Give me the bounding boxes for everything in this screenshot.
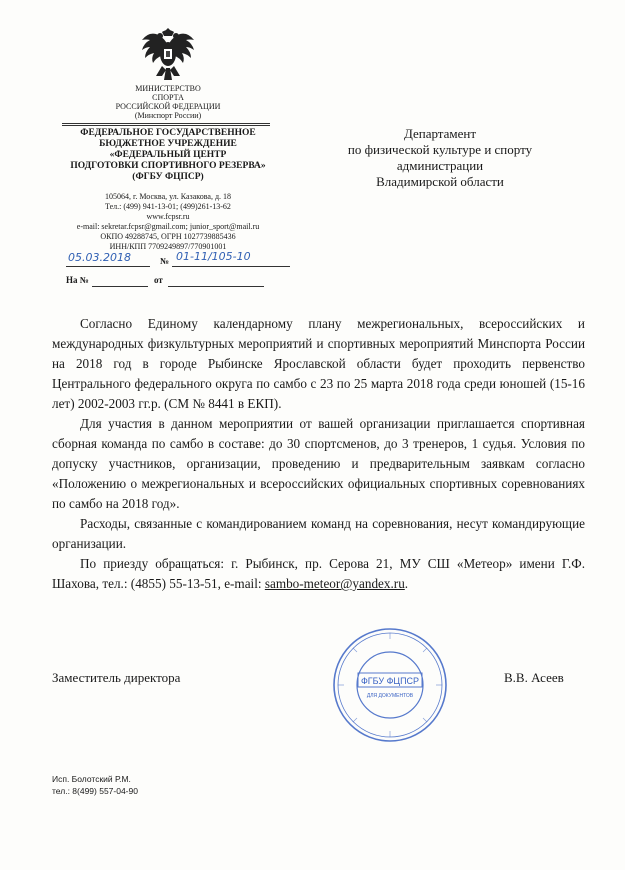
reg-number: 01-11/105-10	[176, 250, 251, 263]
org-line: ФЕДЕРАЛЬНОЕ ГОСУДАРСТВЕННОЕ	[80, 128, 256, 138]
body-paragraph: Для участия в данном мероприятии от вашей организации приглашается спортивная сборная команда по самбо в составе: до 30 спортсменов, до 3 тренеров, 1 судья. Условия по допуску участников, организации, проведению и предварительным заявкам согласно «Положению о межрегиональных и всероссийских официальных спортивных соревнованиях по самбо на 2018 год».	[52, 416, 585, 511]
email-link[interactable]: sambo-meteor@yandex.ru	[264, 576, 405, 591]
reg-date-underline	[66, 266, 150, 267]
in-reply-underline	[92, 286, 148, 287]
in-reply-label: На №	[66, 275, 89, 285]
executor-phone: тел.: 8(499) 557-04-90	[52, 786, 138, 796]
contact-line: Тел.: (499) 941-13-01; (499)261-13-62	[105, 202, 231, 211]
reg-date: 05.03.2018	[68, 251, 131, 264]
ministry-line: МИНИСТЕРСТВО	[135, 84, 201, 93]
body-paragraph	[52, 554, 585, 594]
from-underline	[168, 286, 264, 287]
stamp-center-text: ФГБУ ФЦПСР	[360, 676, 420, 686]
contact-text-end: .	[404, 576, 409, 591]
body-paragraph: Расходы, связанные с командированием команд на соревнования, несут командирующие организации.	[52, 516, 585, 551]
contact-line: www.fcpsr.ru	[146, 212, 190, 221]
reg-no-label: №	[160, 256, 170, 266]
org-line: «ФЕДЕРАЛЬНЫЙ ЦЕНТР	[109, 150, 227, 160]
ministry-block	[60, 84, 276, 120]
contacts-block	[60, 192, 276, 252]
executor-name: Исп. Болотский Р.М.	[52, 774, 131, 784]
contact-line: 105064, г. Москва, ул. Казакова, д. 18	[104, 192, 232, 201]
recipient-line: администрации	[396, 158, 484, 173]
contact-line: ИНН/КПП 7709249897/770901001	[109, 242, 227, 251]
official-stamp	[330, 625, 450, 745]
contact-line: e-mail: sekretar.fcpsr@gmail.com; junior_sport@mail.ru	[76, 222, 260, 231]
body-paragraph: Согласно Единому календарному плану межрегиональных, всероссийских и международных физкультурных мероприятий и спортивных мероприятий Минспорта России на 2018 год в городе Рыбинске Ярославской области будет проходить первенство Центрального федерального округа по самбо с 23 по 25 марта 2018 года среди юношей (15-16 лет) 2002-2003 гг.р. (СМ № 8441 в ЕКП).	[52, 316, 585, 411]
stamp-sub-text: ДЛЯ ДОКУМЕНТОВ	[366, 693, 414, 699]
ministry-line: (Минспорт России)	[134, 111, 202, 120]
recipient-line: Владимирской области	[376, 174, 504, 189]
letterhead-divider-bottom	[62, 125, 270, 126]
organization-block	[60, 128, 276, 183]
org-line: БЮДЖЕТНОЕ УЧРЕЖДЕНИЕ	[99, 139, 237, 149]
contact-text: По приезду обращаться: г. Рыбинск, пр. Серова 21, МУ СШ «Метеор» имени Г.Ф. Шахова, тел.: (4855) 55-13-51, e-mail:	[52, 556, 585, 591]
ministry-line: СПОРТА	[152, 93, 184, 102]
recipient-line: Департамент	[403, 126, 477, 141]
letterhead-divider-top	[62, 123, 270, 124]
executor-footer	[52, 773, 138, 797]
recipient-line: по физической культуре и спорту	[347, 142, 533, 157]
signature-position: Заместитель директора	[52, 670, 181, 685]
reg-number-underline	[172, 266, 290, 267]
org-line: (ФГБУ ФЦПСР)	[132, 172, 204, 182]
double-headed-eagle-emblem	[136, 24, 200, 84]
org-line: ПОДГОТОВКИ СПОРТИВНОГО РЕЗЕРВА»	[70, 161, 266, 171]
contact-line: ОКПО 49288745, ОГРН 1027739885436	[100, 232, 236, 241]
recipient-block	[322, 126, 558, 190]
letter-body	[52, 314, 585, 594]
ministry-line: РОССИЙСКОЙ ФЕДЕРАЦИИ	[115, 102, 221, 111]
from-label: от	[154, 275, 163, 285]
signature-name: В.В. Асеев	[504, 670, 564, 685]
